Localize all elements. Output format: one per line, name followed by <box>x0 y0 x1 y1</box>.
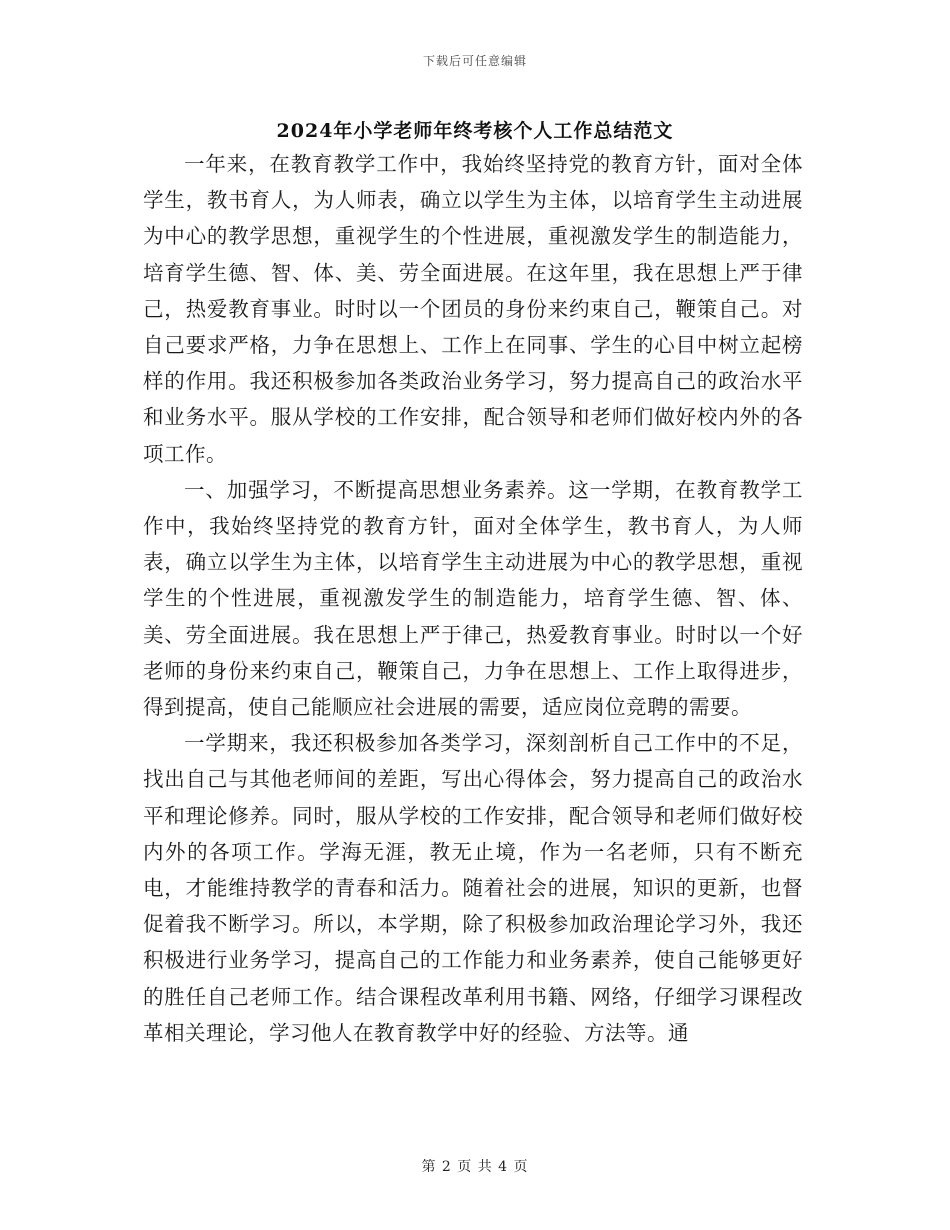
paragraph-section-1: 一、加强学习，不断提高思想业务素养。这一学期，在教育教学工作中，我始终坚持党的教育方针，面对全体学生，教书育人，为人师表，确立以学生为主体，以培育学生主动进展为中心的教学思想，重视学生的个性进展，重视激发学生的制造能力，培育学生德、智、体、美、劳全面进展。我在思想上严于律己，热爱教育事业。时时以一个好老师的身份来约束自己，鞭策自己，力争在思想上、工作上取得进步，得到提高，使自己能顺应社会进展的需要，适应岗位竞聘的需要。 <box>143 477 803 720</box>
page-number: 第 2 页 共 4 页 <box>421 1159 529 1175</box>
paragraph-study: 一学期来，我还积极参加各类学习，深刻剖析自己工作中的不足，找出自己与其他老师间的差距，写出心得体会，努力提高自己的政治水平和理论修养。同时，服从学校的工作安排，配合领导和老师们做好校内外的各项工作。学海无涯，教无止境，作为一名老师，只有不断充电，才能维持教学的青春和活力。随着社会的进展，知识的更新，也督促着我不断学习。所以，本学期，除了积极参加政治理论学习外，我还积极进行业务学习，提高自己的工作能力和业务素养，使自己能够更好的胜任自己老师工作。结合课程改革利用书籍、网络，仔细学习课程改革相关理论，学习他人在教育教学中好的经验、方法等。通 <box>143 731 803 1045</box>
paragraph-intro: 一年来，在教育教学工作中，我始终坚持党的教育方针，面对全体学生，教书育人，为人师表，确立以学生为主体，以培育学生主动进展为中心的教学思想，重视学生的个性进展，重视激发学生的制造能力，培育学生德、智、体、美、劳全面进展。在这年里，我在思想上严于律己，热爱教育事业。时时以一个团员的身份来约束自己，鞭策自己。对自己要求严格，力争在思想上、工作上在同事、学生的心目中树立起榜样的作用。我还积极参加各类政治业务学习，努力提高自己的政治水平和业务水平。服从学校的工作安排，配合领导和老师们做好校内外的各项工作。 <box>143 152 803 466</box>
document-body <box>143 146 803 1051</box>
document-title: 2024年小学老师年终考核个人工作总结范文 <box>276 120 674 142</box>
page-header-note: 下载后可任意编辑 <box>422 54 527 68</box>
